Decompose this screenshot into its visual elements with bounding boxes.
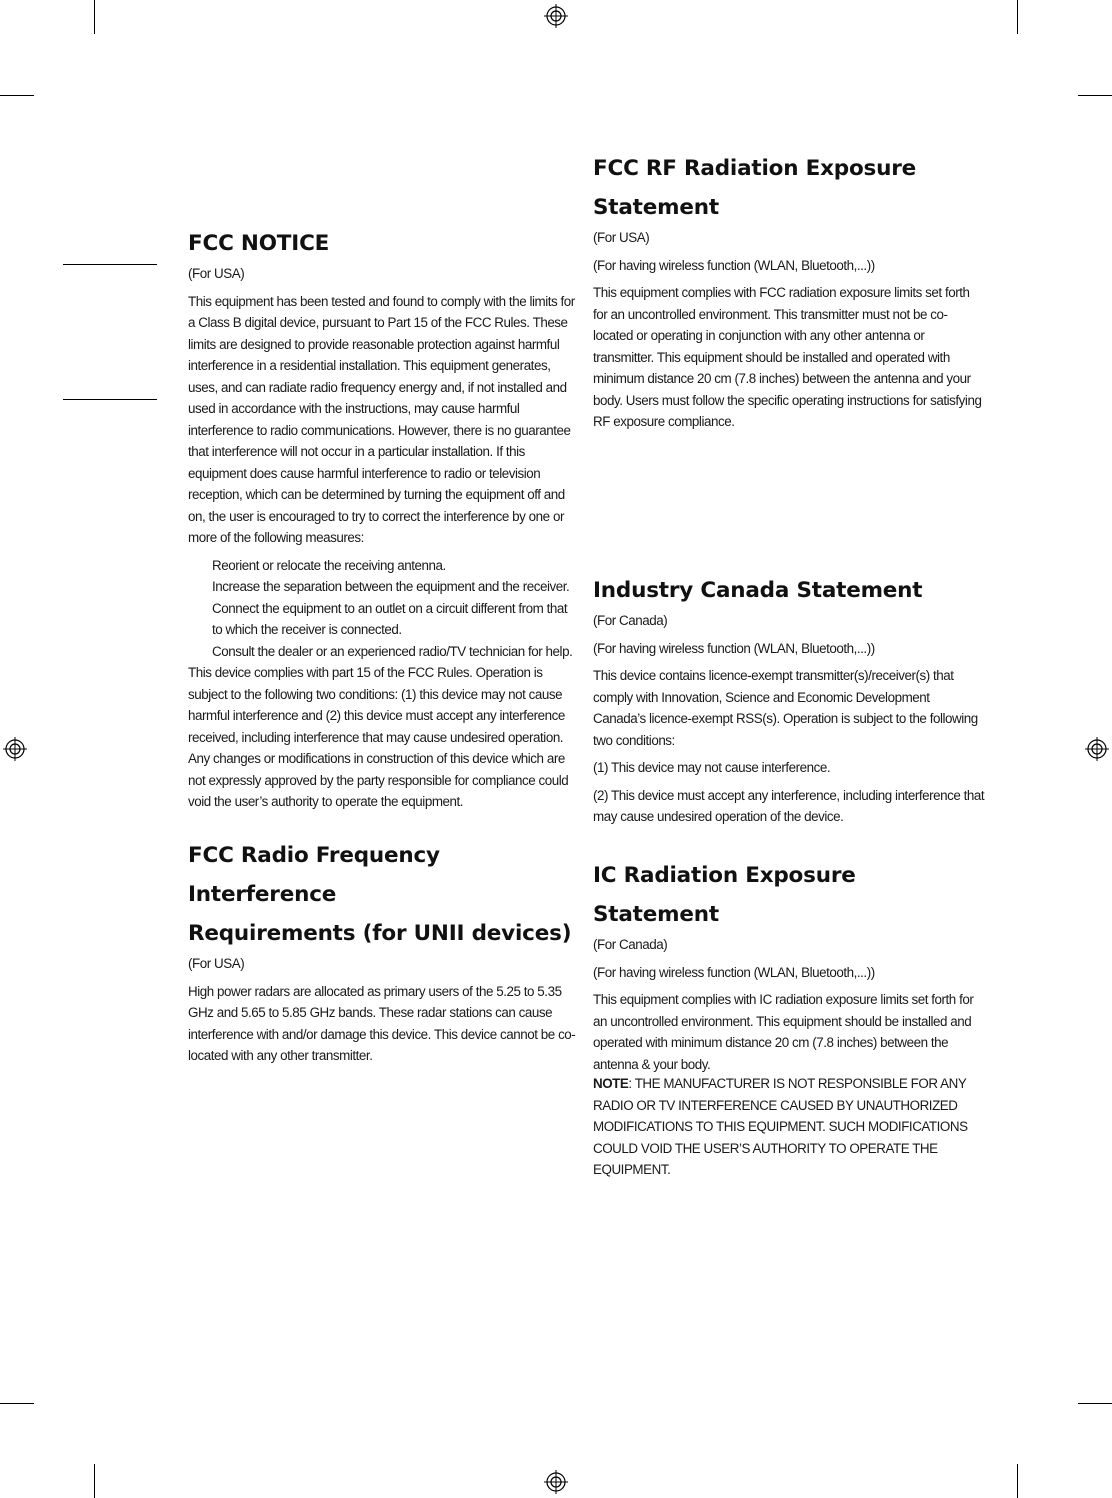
fcc-notice-title: FCC NOTICE bbox=[188, 231, 330, 256]
ic-exposure-title: IC Radiation Exposure Statement bbox=[593, 863, 856, 927]
fcc-rf-exposure-region: (For USA) bbox=[593, 230, 650, 245]
crop-mark-bottom-left-h bbox=[0, 1403, 34, 1404]
ic-exposure-scope: (For having wireless function (WLAN, Bluetooth,...)) bbox=[593, 964, 875, 980]
industry-canada-scope: (For having wireless function (WLAN, Bluetooth,...)) bbox=[593, 640, 875, 656]
ic-exposure-region: (For Canada) bbox=[593, 937, 668, 952]
crop-mark-bottom-right-h bbox=[1078, 1403, 1112, 1404]
fcc-rf-interference-title-2: Requirements (for UNII devices) bbox=[188, 921, 572, 946]
crop-mark-bottom-left-v bbox=[94, 1464, 95, 1498]
industry-canada-condition-1: (1) This device may not cause interference. bbox=[593, 760, 831, 775]
registration-mark-top-icon bbox=[544, 4, 568, 28]
industry-canada-title: Industry Canada Statement bbox=[593, 578, 923, 603]
measure-item: Reorient or relocate the receiving antenna. bbox=[212, 557, 446, 573]
fcc-rf-exposure-section bbox=[593, 149, 985, 439]
measure-item: Connect the equipment to an outlet on a circuit different from that to which the receiver is connected. bbox=[212, 600, 568, 637]
margin-rule-lower bbox=[63, 399, 157, 400]
industry-canada-section bbox=[593, 571, 985, 834]
note-label: NOTE bbox=[593, 1076, 629, 1091]
measure-item: Increase the separation between the equipment and the receiver. bbox=[212, 579, 570, 594]
crop-mark-bottom-right-v bbox=[1017, 1464, 1018, 1498]
fcc-notice-paragraph: This equipment has been tested and found to comply with the limits for a Class B digital device, pursuant to Part 15 of the FCC Rules. These limits are designed to provide reasonable protection against harmful interference in a residential installation. This equipment generates, uses, and can radiate radio frequency energy and, if not installed and used in accordance with the instructions, may cause harmful interference to radio communications. However, there is no guarantee that interference will not occur in a particular installation. If this equipment does cause harmful interference to radio or television reception, which can be determined by turning the equipment off and on, the user is encouraged to try to correct the interference by one or more of the following measures: bbox=[188, 293, 575, 545]
ic-exposure-paragraph: This equipment complies with IC radiation exposure limits set forth for an uncontrolled environment. This equipment should be installed and operated with minimum distance 20 cm (7.8 inches) between the antenna & your body. bbox=[593, 992, 974, 1072]
note-text: : THE MANUFACTURER IS NOT RESPONSIBLE FOR ANY RADIO OR TV INTERFERENCE CAUSED BY UNAUTHORIZED MODIFICATIONS TO THIS EQUIPMENT. SUCH MODIFICATIONS COULD VOID THE USER’S AUTHORITY TO OPERATE THE EQUIPMENT. bbox=[593, 1076, 968, 1177]
margin-rule-upper bbox=[63, 264, 157, 265]
note-section bbox=[593, 1073, 985, 1181]
fcc-notice-region: (For USA) bbox=[188, 266, 245, 281]
fcc-rf-interference-section bbox=[188, 836, 576, 1073]
crop-mark-top-right-h bbox=[1078, 95, 1112, 96]
industry-canada-region: (For Canada) bbox=[593, 613, 668, 628]
registration-mark-right-icon bbox=[1085, 737, 1109, 761]
registration-mark-bottom-icon bbox=[544, 1470, 568, 1494]
registration-mark-left-icon bbox=[3, 737, 27, 761]
crop-mark-top-right-v bbox=[1017, 0, 1018, 34]
crop-mark-top-left-v bbox=[94, 0, 95, 34]
fcc-rf-exposure-paragraph: This equipment complies with FCC radiation exposure limits set forth for an uncontrolled environment. This transmitter must not be co-located or operating in conjunction with any other antenna or transmitter. This equipment should be installed and operated with minimum distance 20 cm (7.8 inches) between the antenna and your body. Users must follow the specific operating instructions for satisfying RF exposure compliance. bbox=[593, 285, 982, 429]
industry-canada-paragraph: This device contains licence-exempt transmitter(s)/receiver(s) that comply with Innovation, Science and Economic Development Canada’s licence-exempt RSS(s). Operation is subject to the following two conditions: bbox=[593, 668, 978, 748]
fcc-rf-exposure-title-1: FCC RF Radiation Exposure bbox=[593, 156, 917, 181]
fcc-rf-interference-title-1: FCC Radio Frequency Interference bbox=[188, 843, 440, 907]
fcc-rf-interference-paragraph: High power radars are allocated as primary users of the 5.25 to 5.35 GHz and 5.65 to 5.85 GHz bands. These radar stations can cause interference with and/or damage this device. This device cannot be co-located with any other transmitter. bbox=[188, 983, 576, 1063]
ic-exposure-section bbox=[593, 856, 985, 1081]
fcc-rf-exposure-scope: (For having wireless function (WLAN, Bluetooth,...)) bbox=[593, 257, 875, 273]
industry-canada-condition-2: (2) This device must accept any interference, including interference that may cause undesired operation of the device. bbox=[593, 787, 985, 824]
fcc-notice-section bbox=[188, 224, 576, 819]
note-paragraph bbox=[593, 1073, 985, 1181]
measure-item: Consult the dealer or an experienced radio/TV technician for help. bbox=[212, 643, 573, 659]
fcc-rf-interference-region: (For USA) bbox=[188, 956, 245, 971]
fcc-rf-exposure-title-2: Statement bbox=[593, 195, 719, 220]
fcc-notice-paragraph-2: This device complies with part 15 of the FCC Rules. Operation is subject to the following two conditions: (1) this device may not cause harmful interference and (2) this device must accept any interference received, including interference that may cause undesired operation. Any changes or modifications in construction of this device which are not expressly approved by the party responsible for compliance could void the user’s authority to operate the equipment. bbox=[188, 665, 569, 809]
crop-mark-top-left-h bbox=[0, 95, 34, 96]
